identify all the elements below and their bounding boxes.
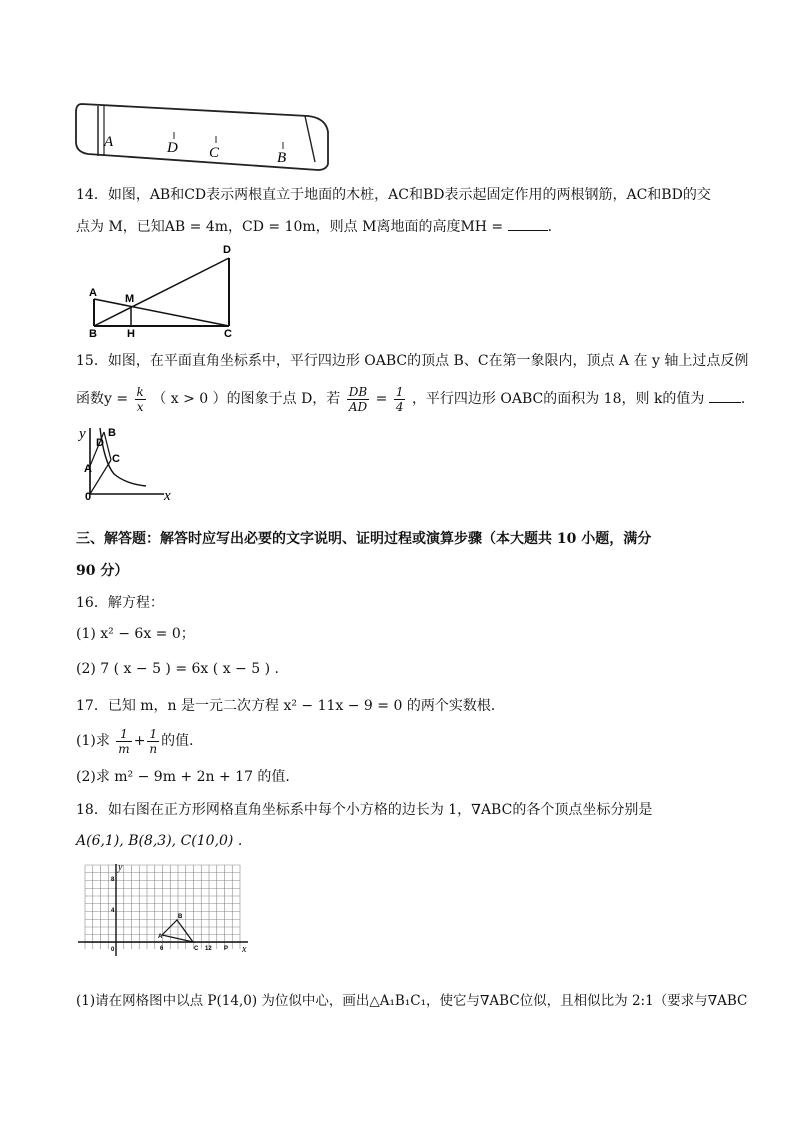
- q15-frac-q-num: 1: [395, 384, 404, 399]
- q18-part1: (1)请在网格图中以点 P(14,0) 为位似中心，画出△A₁B₁C₁，使它与∇ABC位似，且相似比为 2:1（要求与∇ABC: [76, 993, 748, 1009]
- ruler-figure: [70, 98, 335, 176]
- q18-coords: A(6,1), B(8,3), C(10,0) .: [76, 833, 243, 849]
- q15-frac-db-den: AD: [348, 399, 368, 414]
- q16-part2: (2) 7 ( x − 5 ) = 6x ( x − 5 ) .: [76, 661, 279, 677]
- q15-line2: [76, 384, 755, 414]
- q17-part1-tail: 的值．: [161, 733, 204, 749]
- q15-line2-tail: ，平行四边形 OABC的面积为 18，则 k的值为: [411, 391, 705, 407]
- q15-line2-mid: （ x > 0 ）的图象于点 D，若: [152, 391, 341, 407]
- q16-part1: (1) x² − 6x = 0；: [76, 626, 195, 642]
- q14-label-c: C: [224, 328, 232, 340]
- q17-plus: +: [133, 733, 146, 749]
- ruler-figure-svg: [70, 98, 335, 176]
- q15-label-d: D: [96, 437, 104, 449]
- q15-frac-k-num: k: [136, 384, 144, 399]
- grid-figure-svg: [74, 860, 252, 960]
- q15-func-label: 函数y =: [76, 391, 129, 407]
- q15-label-b: B: [108, 427, 116, 439]
- q17-title: 17．已知 m，n 是一元二次方程 x² − 11x − 9 = 0 的两个实数根．: [76, 698, 505, 714]
- q17-frac-n: [147, 727, 159, 756]
- q18-label-y: y: [118, 862, 123, 873]
- q14-line2-end: ．: [547, 219, 562, 235]
- q15-eq: =: [375, 391, 388, 407]
- q18-label-p: P: [224, 946, 229, 952]
- q15-label-y: y: [79, 426, 86, 442]
- q18-label-a: A: [158, 934, 163, 940]
- posts-figure-svg: [86, 240, 246, 340]
- q15-label-o: 0: [85, 491, 92, 502]
- q15-label-c: C: [112, 453, 120, 465]
- q14-answer-blank[interactable]: [508, 216, 548, 231]
- q17-part1-lead: (1)求: [76, 733, 110, 749]
- q14-label-h: H: [127, 328, 135, 340]
- q16-title: 16．解方程：: [76, 595, 164, 611]
- q15-frac-db-num: DB: [348, 384, 368, 399]
- q18-label-6: 6: [160, 946, 164, 952]
- q18-title: 18．如右图在正方形网格直角坐标系中每个小方格的边长为 1，∇ABC的各个顶点坐标分别是: [76, 802, 653, 818]
- q15-frac-k-den: x: [136, 399, 144, 414]
- q17-frac-m-num: 1: [116, 727, 131, 742]
- hyperbola-figure: [78, 424, 178, 502]
- q14-label-m: M: [125, 293, 135, 305]
- q18-label-12: 12: [205, 946, 212, 952]
- q17-frac-m: [116, 727, 131, 756]
- posts-figure: [86, 240, 246, 340]
- q14-label-d: D: [223, 244, 231, 256]
- q18-label-4: 4: [111, 908, 115, 914]
- q14-label-b: B: [89, 328, 97, 340]
- q17-frac-m-den: m: [118, 741, 130, 756]
- q15-label-x: x: [164, 488, 171, 502]
- label-d: D: [167, 140, 178, 156]
- label-b: B: [277, 150, 287, 166]
- q14-line1: 14．如图，AB和CD表示两根直立于地面的木桩，AC和BD表示起固定作用的两根钢筋，AC和BD的交: [76, 187, 711, 203]
- q15-frac-q-den: 4: [395, 399, 404, 414]
- q18-label-o: 0: [111, 947, 115, 953]
- q18-label-8: 8: [111, 877, 115, 883]
- q14-line2: [76, 216, 562, 238]
- section3-heading-line2: 90 分）: [76, 563, 129, 579]
- q15-frac-db: [347, 385, 369, 414]
- q15-line1: 15．如图，在平面直角坐标系中，平行四边形 OABC的顶点 B、C在第一象限内，顶点 A 在 y 轴上过点反例: [76, 353, 749, 369]
- label-a: A: [104, 134, 114, 150]
- hyperbola-figure-svg: [78, 424, 178, 502]
- q15-frac-quarter: [394, 385, 406, 414]
- grid-figure: [74, 860, 252, 960]
- q17-part2: (2)求 m² − 9m + 2n + 17 的值．: [76, 769, 300, 785]
- q14-label-a: A: [89, 287, 97, 299]
- label-c: C: [209, 145, 220, 161]
- section3-heading-line1: 三、解答题：解答时应写出必要的文字说明、证明过程或演算步骤（本大题共 10 小题，满分: [76, 531, 652, 547]
- q15-answer-blank[interactable]: [709, 388, 741, 403]
- q18-label-c: C: [194, 946, 199, 952]
- q15-label-a: A: [84, 463, 92, 475]
- q18-label-x: x: [242, 944, 247, 955]
- q17-frac-n-num: 1: [147, 727, 159, 742]
- q15-frac-k: [135, 385, 146, 414]
- q17-frac-n-den: n: [149, 741, 158, 756]
- q14-line2-text: 点为 M，已知AB = 4m，CD = 10m，则点 M离地面的高度MH =: [76, 219, 504, 235]
- q17-part1: [76, 726, 203, 756]
- q18-label-b: B: [178, 914, 183, 920]
- q15-line2-end: ．: [740, 391, 755, 407]
